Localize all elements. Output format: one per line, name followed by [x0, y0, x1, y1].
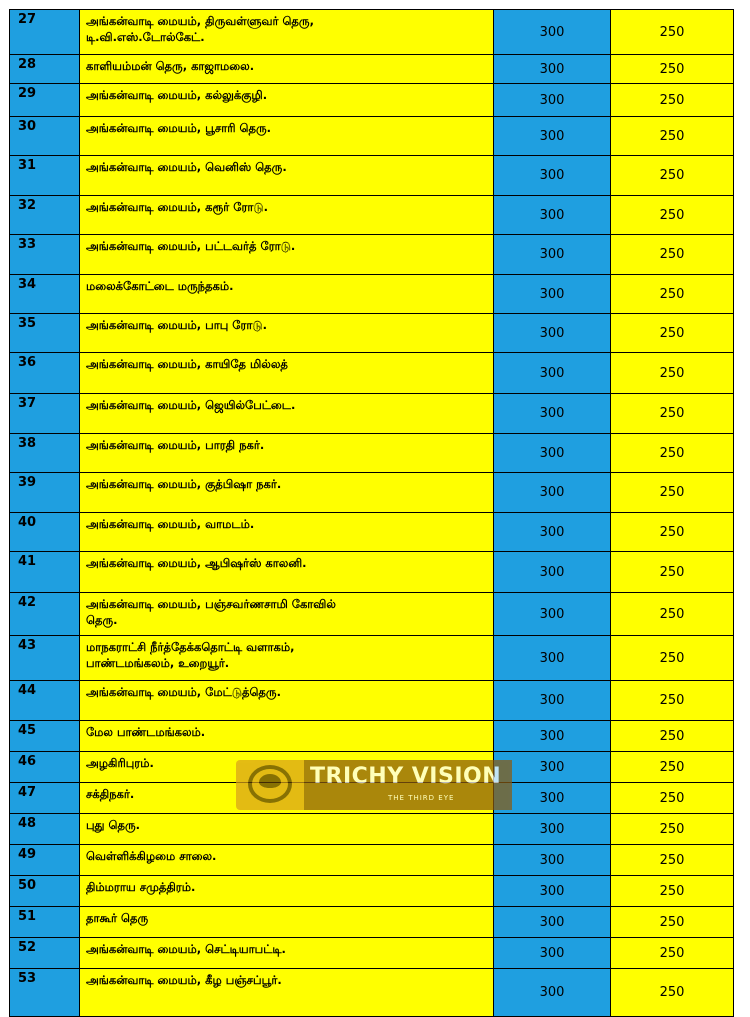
- value-250: 250: [611, 314, 734, 353]
- table-row: [10, 117, 734, 156]
- value-250: 250: [611, 156, 734, 196]
- value-300: 300: [494, 275, 611, 314]
- watermark: [236, 760, 512, 810]
- value-250: 250: [611, 196, 734, 235]
- row-number: 30: [10, 117, 80, 156]
- row-number: 50: [10, 876, 80, 907]
- row-number: 53: [10, 969, 80, 1017]
- place-name: புது தெரு.: [80, 814, 494, 845]
- table-row: [10, 681, 734, 721]
- place-name: அங்கன்வாடி மையம், பட்டவர்த் ரோடு.: [80, 235, 494, 275]
- value-300: 300: [494, 593, 611, 636]
- row-number: 29: [10, 84, 80, 117]
- value-250: 250: [611, 235, 734, 275]
- value-300: 300: [494, 552, 611, 593]
- value-250: 250: [611, 10, 734, 55]
- value-300: 300: [494, 752, 611, 783]
- place-name: சக்திநகர்.: [80, 783, 494, 814]
- value-250: 250: [611, 117, 734, 156]
- value-300: 300: [494, 84, 611, 117]
- table-row: [10, 969, 734, 1017]
- value-300: 300: [494, 876, 611, 907]
- place-name: மேல பாண்டமங்கலம்.: [80, 721, 494, 752]
- place-name: அங்கன்வாடி மையம், ஜெயில்பேட்டை.: [80, 394, 494, 434]
- value-300: 300: [494, 10, 611, 55]
- table-row: [10, 235, 734, 275]
- row-number: 31: [10, 156, 80, 196]
- value-250: 250: [611, 969, 734, 1017]
- value-250: 250: [611, 907, 734, 938]
- value-300: 300: [494, 783, 611, 814]
- value-250: 250: [611, 783, 734, 814]
- table-row: [10, 721, 734, 752]
- value-300: 300: [494, 938, 611, 969]
- place-name: வெள்ளிக்கிழமை சாலை.: [80, 845, 494, 876]
- place-name: அங்கன்வாடி மையம், திருவள்ளுவர் தெரு, டி.வி.எஸ்.டோல்கேட்.: [80, 10, 494, 55]
- place-name: அங்கன்வாடி மையம், ஆபிஷர்ஸ் காலனி.: [80, 552, 494, 593]
- row-number: 41: [10, 552, 80, 593]
- row-number: 44: [10, 681, 80, 721]
- watermark-tagline: THE THIRD EYE: [388, 794, 455, 802]
- row-number: 34: [10, 275, 80, 314]
- table-row: [10, 552, 734, 593]
- value-250: 250: [611, 752, 734, 783]
- table-row: [10, 513, 734, 552]
- place-name: அங்கன்வாடி மையம், கரூர் ரோடு.: [80, 196, 494, 235]
- row-number: 28: [10, 55, 80, 84]
- value-250: 250: [611, 721, 734, 752]
- value-250: 250: [611, 434, 734, 473]
- value-300: 300: [494, 473, 611, 513]
- table-row: [10, 434, 734, 473]
- place-name: அங்கன்வாடி மையம், வாமடம்.: [80, 513, 494, 552]
- row-number: 48: [10, 814, 80, 845]
- value-250: 250: [611, 55, 734, 84]
- value-250: 250: [611, 814, 734, 845]
- place-name: அங்கன்வாடி மையம், பஞ்சவர்ணசாமி கோவில் தெரு.: [80, 593, 494, 636]
- value-250: 250: [611, 513, 734, 552]
- value-300: 300: [494, 394, 611, 434]
- value-250: 250: [611, 876, 734, 907]
- row-number: 46: [10, 752, 80, 783]
- value-300: 300: [494, 314, 611, 353]
- row-number: 43: [10, 636, 80, 681]
- table-row: [10, 907, 734, 938]
- table-row: [10, 156, 734, 196]
- row-number: 35: [10, 314, 80, 353]
- centers-table: [9, 9, 734, 1017]
- value-300: 300: [494, 117, 611, 156]
- row-number: 33: [10, 235, 80, 275]
- value-300: 300: [494, 907, 611, 938]
- table-row: [10, 593, 734, 636]
- table-row: [10, 353, 734, 394]
- table-row: [10, 55, 734, 84]
- table-row: [10, 275, 734, 314]
- place-name: தாகூர் தெரு: [80, 907, 494, 938]
- place-name: அங்கன்வாடி மையம், கல்லுக்குழி.: [80, 84, 494, 117]
- row-number: 37: [10, 394, 80, 434]
- value-300: 300: [494, 636, 611, 681]
- place-name: திம்மராய சமுத்திரம்.: [80, 876, 494, 907]
- row-number: 51: [10, 907, 80, 938]
- table-row: [10, 10, 734, 55]
- value-300: 300: [494, 235, 611, 275]
- table-row: [10, 876, 734, 907]
- place-name: அங்கன்வாடி மையம், கீழ பஞ்சப்பூர்.: [80, 969, 494, 1017]
- place-name: மலைக்கோட்டை மருந்தகம்.: [80, 275, 494, 314]
- table-row: [10, 814, 734, 845]
- place-name: அங்கன்வாடி மையம், பாபு ரோடு.: [80, 314, 494, 353]
- value-250: 250: [611, 353, 734, 394]
- value-250: 250: [611, 394, 734, 434]
- value-300: 300: [494, 434, 611, 473]
- place-name: அங்கன்வாடி மையம், காயிதே மில்லத்: [80, 353, 494, 394]
- value-250: 250: [611, 275, 734, 314]
- value-300: 300: [494, 353, 611, 394]
- table-row: [10, 636, 734, 681]
- eye-logo-icon: [236, 760, 304, 810]
- value-250: 250: [611, 593, 734, 636]
- table-row: [10, 196, 734, 235]
- row-number: 39: [10, 473, 80, 513]
- value-300: 300: [494, 969, 611, 1017]
- place-name: அங்கன்வாடி மையம், செட்டியாபட்டி.: [80, 938, 494, 969]
- value-250: 250: [611, 681, 734, 721]
- place-name: அங்கன்வாடி மையம், பாரதி நகர்.: [80, 434, 494, 473]
- place-name: காளியம்மன் தெரு, காஜாமலை.: [80, 55, 494, 84]
- watermark-title: TRICHY VISION: [310, 764, 502, 789]
- value-250: 250: [611, 938, 734, 969]
- table-row: [10, 473, 734, 513]
- place-name: அங்கன்வாடி மையம், வெனிஸ் தெரு.: [80, 156, 494, 196]
- table-row: [10, 394, 734, 434]
- value-250: 250: [611, 845, 734, 876]
- row-number: 52: [10, 938, 80, 969]
- value-250: 250: [611, 84, 734, 117]
- value-300: 300: [494, 721, 611, 752]
- value-250: 250: [611, 473, 734, 513]
- value-300: 300: [494, 156, 611, 196]
- row-number: 32: [10, 196, 80, 235]
- value-300: 300: [494, 681, 611, 721]
- place-name: அங்கன்வாடி மையம், குத்பிஷா நகர்.: [80, 473, 494, 513]
- row-number: 36: [10, 353, 80, 394]
- value-250: 250: [611, 552, 734, 593]
- value-300: 300: [494, 814, 611, 845]
- value-300: 300: [494, 845, 611, 876]
- table-row: [10, 314, 734, 353]
- place-name: அங்கன்வாடி மையம், பூசாரி தெரு.: [80, 117, 494, 156]
- place-name: அங்கன்வாடி மையம், மேட்டுத்தெரு.: [80, 681, 494, 721]
- place-name: அழகிரிபுரம்.: [80, 752, 494, 783]
- row-number: 40: [10, 513, 80, 552]
- place-name: மாநகராட்சி நீர்த்தேக்கதொட்டி வளாகம், பாண்டமங்கலம், உறையூர்.: [80, 636, 494, 681]
- table-row: [10, 84, 734, 117]
- value-300: 300: [494, 513, 611, 552]
- value-300: 300: [494, 196, 611, 235]
- row-number: 45: [10, 721, 80, 752]
- table-row: [10, 845, 734, 876]
- value-250: 250: [611, 636, 734, 681]
- table-row: [10, 938, 734, 969]
- row-number: 49: [10, 845, 80, 876]
- row-number: 42: [10, 593, 80, 636]
- row-number: 47: [10, 783, 80, 814]
- row-number: 27: [10, 10, 80, 55]
- row-number: 38: [10, 434, 80, 473]
- value-300: 300: [494, 55, 611, 84]
